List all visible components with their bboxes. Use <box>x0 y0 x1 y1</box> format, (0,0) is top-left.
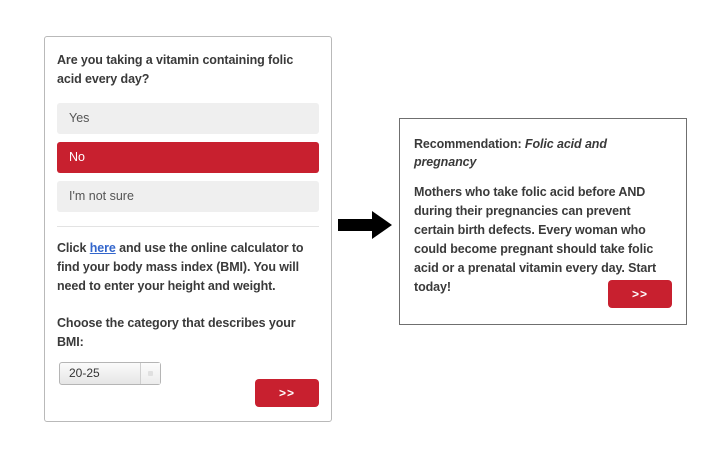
section-divider <box>57 226 319 227</box>
question-title: Are you taking a vitamin containing folic acid every day? <box>57 53 294 86</box>
bmi-category-value: 20-25 <box>69 366 100 380</box>
answer-option-yes[interactable]: Yes <box>57 103 319 134</box>
bmi-calculator-link[interactable]: here <box>89 241 116 255</box>
right-arrow-icon <box>338 209 394 241</box>
recommendation-body: Mothers who take folic acid before AND during their pregnancies can prevent certain birth defects. Every woman who could become pregnant should take folic acid or a prenatal vitamin every day. Start today! <box>414 185 657 294</box>
bmi-category-select[interactable] <box>59 362 161 385</box>
bmi-instructions-suffix: and use the online calculator to find your body mass index (BMI). You will need to enter your height and weight. <box>57 241 304 293</box>
bmi-instructions-prefix: Click <box>57 241 90 255</box>
question-panel <box>44 36 332 422</box>
bmi-category-prompt: Choose the category that describes your BMI: <box>57 316 296 349</box>
bmi-instructions <box>57 239 319 296</box>
question-next-button[interactable]: >> <box>255 379 319 407</box>
recommendation-next-button[interactable]: >> <box>608 280 672 308</box>
chevron-down-icon[interactable] <box>140 363 160 384</box>
recommendation-heading-label: Recommendation: <box>414 137 525 151</box>
recommendation-panel <box>399 118 687 325</box>
answer-option-not-sure[interactable]: I'm not sure <box>57 181 319 212</box>
answer-option-no[interactable]: No <box>57 142 319 173</box>
recommendation-heading-topic: Folic acid and pregnancy <box>414 137 607 169</box>
recommendation-heading <box>414 135 672 171</box>
